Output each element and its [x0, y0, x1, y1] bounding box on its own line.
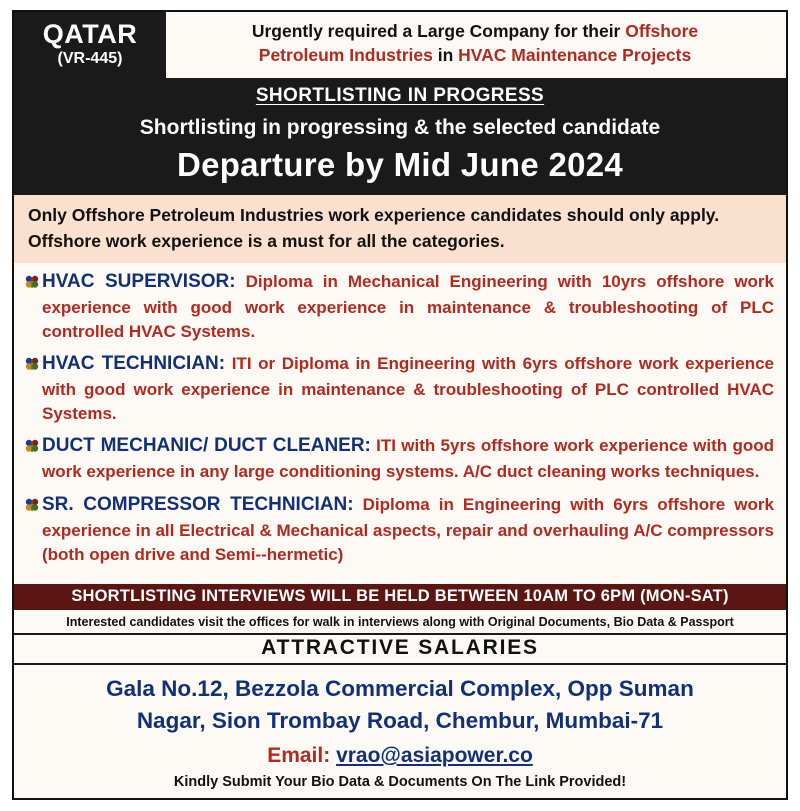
office-address [14, 665, 786, 740]
job-description: ITI or Diploma in Engineering with 6yrs offshore work experience with good work experience in maintenance & troubleshooting of PLC controlled HVAC Systems. [42, 354, 774, 424]
attractive-salaries-band: ATTRACTIVE SALARIES [14, 633, 786, 665]
eligibility-notice: Only Offshore Petroleum Industries work experience candidates should only apply. Offshore work experience is a must for all the categories. [14, 195, 786, 263]
list-item [24, 433, 774, 484]
ad-header [14, 12, 786, 78]
list-item [24, 492, 774, 567]
list-item [24, 351, 774, 426]
reference-code: (VR-445) [57, 50, 123, 68]
headline-petroleum: Petroleum Industries [258, 45, 433, 65]
email-row [14, 740, 786, 770]
job-advertisement-card [12, 10, 788, 800]
flower-bullet-icon [24, 497, 40, 513]
walk-in-note: Interested candidates visit the offices for walk in interviews along with Original Documents, Bio Data & Passport [14, 610, 786, 633]
shortlisting-status: SHORTLISTING IN PROGRESS [255, 85, 545, 106]
email-link[interactable]: vrao@asiapower.co [336, 744, 533, 767]
job-entry-text [42, 269, 774, 344]
job-title: SR. COMPRESSOR TECHNICIAN: [42, 493, 354, 515]
job-description: Diploma in Engineering with 6yrs offshore work experience in all Electrical & Mechanical aspects, repair and overhauling A/C compressors (both open drive and Semi--hermetic) [42, 494, 774, 564]
headline-line-2 [259, 44, 691, 68]
status-banner [14, 78, 786, 195]
job-entry-text [42, 433, 774, 484]
job-list [14, 263, 786, 584]
submission-note: Kindly Submit Your Bio Data & Documents On The Link Provided! [173, 774, 627, 790]
country-name: QATAR [42, 18, 138, 49]
email-label: Email: [267, 744, 331, 767]
job-description: Diploma in Mechanical Engineering with 10yrs offshore work experience with good work experience in maintenance & troubleshooting of PLC controlled HVAC Systems. [42, 272, 774, 342]
headline-in: in [432, 45, 459, 65]
departure-date: Departure by Mid June 2024 [176, 146, 624, 184]
job-entry-text [42, 351, 774, 426]
job-title: DUCT MECHANIC/ DUCT CLEANER: [42, 435, 371, 457]
flower-bullet-icon [24, 438, 40, 454]
address-line-2: Nagar, Sion Trombay Road, Chembur, Mumbai-71 [136, 707, 664, 733]
country-block [14, 12, 166, 78]
job-title: HVAC TECHNICIAN: [42, 353, 226, 375]
headline-line-1 [252, 20, 698, 44]
shortlisting-subtitle: Shortlisting in progressing & the selected candidate [139, 115, 661, 139]
headline-block [166, 12, 786, 78]
address-line-1: Gala No.12, Bezzola Commercial Complex, Opp Suman [106, 676, 694, 701]
job-description: ITI with 5yrs offshore work experience with good work experience in any large conditioning systems. A/C duct cleaning works techniques. [42, 436, 774, 482]
headline-offshore: Offshore [625, 21, 699, 42]
headline-prefix: Urgently required a Large Company for their [251, 21, 626, 42]
interview-timing-band: SHORTLISTING INTERVIEWS WILL BE HELD BETWEEN 10AM TO 6PM (MON-SAT) [14, 584, 786, 610]
flower-bullet-icon [24, 356, 40, 372]
list-item [24, 269, 774, 344]
job-entry-text [42, 492, 774, 567]
job-title: HVAC SUPERVISOR: [42, 271, 236, 293]
flower-bullet-icon [24, 274, 40, 290]
headline-hvac: HVAC Maintenance Projects [458, 45, 692, 65]
